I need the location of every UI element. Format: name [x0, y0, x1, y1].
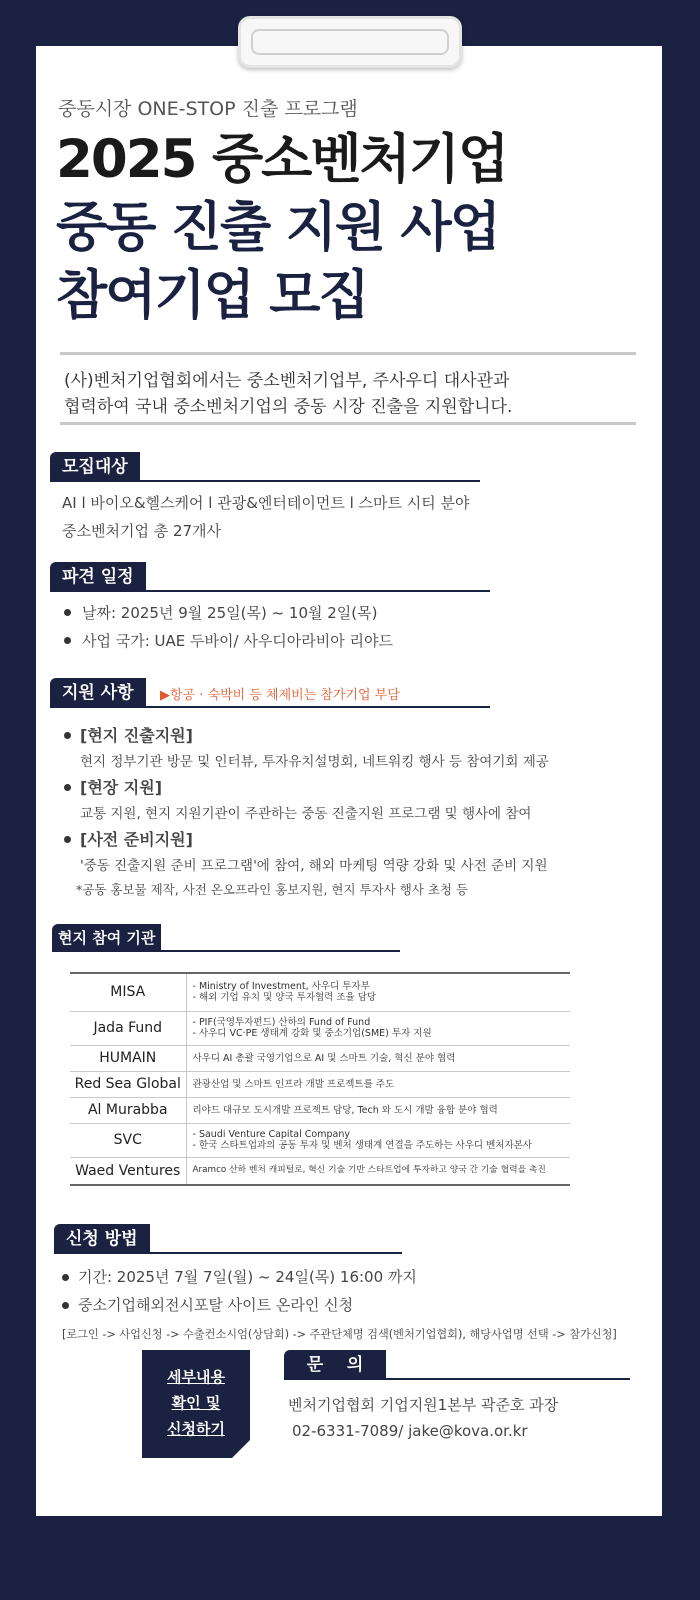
section-label-schedule: 파견 일정: [50, 562, 146, 592]
table-row: [70, 973, 570, 1011]
section-underline: [50, 590, 490, 592]
contact-person: 벤처기업협회 기업지원1본부 곽준호 과장: [288, 1396, 559, 1414]
org-name: Waed Ventures: [70, 1157, 186, 1185]
support-footnote: *공동 홍보물 제작, 사전 온오프라인 홍보지원, 현지 투자사 행사 초청 등: [76, 882, 469, 897]
bullet-dot: [64, 609, 71, 616]
table-row: [70, 1097, 570, 1123]
paper-clip-graphic: [238, 16, 462, 68]
section-label-apply: 신청 방법: [54, 1224, 150, 1254]
intro-bottom-divider: [60, 422, 636, 425]
org-desc: 관광산업 및 스마트 인프라 개발 프로젝트를 주도: [186, 1071, 570, 1097]
schedule-item: 날짜: 2025년 9월 25일(목) ~ 10월 2일(목): [82, 604, 378, 622]
orgs-table: [70, 972, 570, 1186]
org-name: Al Murabba: [70, 1097, 186, 1123]
org-desc: - PIF(국영투자펀드) 산하의 Fund of Fund - 사우디 VC·PE 생태계 강화 및 중소기업(SME) 투자 지원: [186, 1011, 570, 1045]
org-desc: 사우디 AI 총괄 국영기업으로 AI 및 스마트 기술, 혁신 분야 협력: [186, 1045, 570, 1071]
bullet-dot: [62, 1302, 69, 1309]
title-line-1: 2025 중소벤처기업: [56, 129, 508, 190]
poster-paper: [36, 46, 662, 1516]
section-underline: [284, 1378, 630, 1380]
org-name: HUMAIN: [70, 1045, 186, 1071]
section-label-target: 모집대상: [50, 452, 140, 482]
table-row: [70, 1071, 570, 1097]
section-underline: [50, 706, 490, 708]
target-count: 중소벤처기업 총 27개사: [62, 522, 222, 540]
apply-path: [로그인 -> 사업신청 -> 수출컨소시엄(상담회) -> 주관단체명 검색(벤처기업협회), 해당사업명 선택 -> 참가신청]: [62, 1328, 617, 1341]
bullet-dot: [62, 1274, 69, 1281]
bullet-dot: [64, 836, 71, 843]
table-row: [70, 1045, 570, 1071]
cta-line: 신청하기: [167, 1420, 225, 1438]
section-underline: [50, 480, 480, 482]
target-fields: AI l 바이오&헬스케어 l 관광&엔터테이먼트 l 스마트 시티 분야: [62, 494, 470, 512]
section-label-support: 지원 사항: [50, 678, 146, 708]
org-desc: Aramco 산하 벤처 캐피털로, 혁신 기술 기반 스타트업에 투자하고 양국 간 기술 협력을 촉진: [186, 1157, 570, 1185]
table-row: [70, 1123, 570, 1157]
title-line-3: 참여기업 모집: [56, 265, 368, 326]
intro-line-1: (사)벤처기업협회에서는 중소벤처기업부, 주사우디 대사관과: [64, 371, 510, 391]
contact-info: 02-6331-7089/ jake@kova.or.kr: [292, 1422, 528, 1440]
table-row: [70, 1011, 570, 1045]
org-name: SVC: [70, 1123, 186, 1157]
org-desc: - Ministry of Investment, 사우디 투자부 - 해외 기업 유치 및 양국 투자협력 조율 담당: [186, 973, 570, 1011]
bullet-dot: [64, 784, 71, 791]
table-row: [70, 1157, 570, 1185]
org-name: Jada Fund: [70, 1011, 186, 1045]
eyebrow-text: 중동시장 ONE-STOP 진출 프로그램: [58, 98, 358, 120]
apply-method: 중소기업해외전시포탈 사이트 온라인 신청: [78, 1296, 354, 1314]
apply-period: 기간: 2025년 7월 7일(월) ~ 24일(목) 16:00 까지: [78, 1268, 417, 1286]
org-name: MISA: [70, 973, 186, 1011]
folded-corner: [231, 1439, 251, 1459]
title-line-2: 중동 진출 지원 사업: [56, 197, 499, 258]
section-underline: [54, 1252, 402, 1254]
bullet-dot: [64, 732, 71, 739]
org-name: Red Sea Global: [70, 1071, 186, 1097]
cta-line: 확인 및: [171, 1394, 221, 1412]
bullet-dot: [64, 637, 71, 644]
org-desc: 리야드 대규모 도시개발 프로젝트 담당, Tech 와 도시 개발 융합 분야 협력: [186, 1097, 570, 1123]
section-label-contact: 문 의: [284, 1350, 386, 1380]
support-item-desc: '중동 진출지원 준비 프로그램'에 참여, 해외 마케팅 역량 강화 및 사전 준비 지원: [80, 858, 548, 874]
cta-line: 세부내용: [167, 1368, 225, 1386]
section-underline: [52, 950, 400, 952]
support-item-desc: 교통 지원, 현지 지원기관이 주관하는 중동 진출지원 프로그램 및 행사에 참여: [80, 806, 532, 822]
intro-top-divider: [60, 352, 636, 355]
details-apply-button[interactable]: [142, 1350, 250, 1458]
support-item-desc: 현지 정부기관 방문 및 인터뷰, 투자유치설명회, 네트워킹 행사 등 참여기회 제공: [80, 754, 549, 770]
support-item-title: [현지 진출지원]: [80, 726, 193, 745]
org-desc: - Saudi Venture Capital Company - 한국 스타트업과의 공동 투자 및 벤처 생태계 연결을 주도하는 사우디 벤처자본사: [186, 1123, 570, 1157]
support-cost-note: ▶항공 · 숙박비 등 체제비는 참가기업 부담: [160, 688, 400, 703]
support-item-title: [현장 지원]: [80, 778, 163, 797]
intro-line-2: 협력하여 국내 중소벤처기업의 중동 시장 진출을 지원합니다.: [64, 397, 513, 417]
schedule-item: 사업 국가: UAE 두바이/ 사우디아라비아 리야드: [82, 632, 393, 650]
section-label-orgs: 현지 참여 기관: [52, 924, 161, 952]
support-item-title: [사전 준비지원]: [80, 830, 193, 849]
